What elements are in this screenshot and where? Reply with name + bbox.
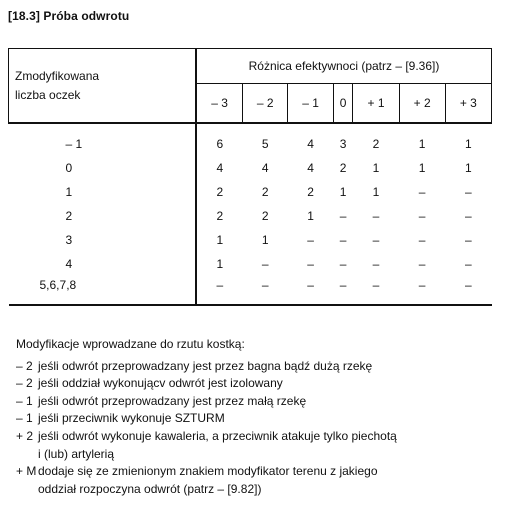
table-cell: – [307, 233, 314, 247]
table-cell: – [339, 209, 347, 223]
table-cell: 2 [372, 137, 380, 151]
modifier-value: – 2 [16, 376, 33, 391]
column-header: + 1 [353, 84, 399, 123]
table-cell: – [339, 257, 347, 271]
modifier-item [16, 358, 496, 376]
modifiers-list [16, 358, 496, 499]
table-cell: – [196, 276, 243, 305]
modifier-value: – 1 [16, 411, 33, 426]
table-row [9, 276, 492, 305]
table-body [9, 123, 492, 305]
table-cell: 2 [307, 185, 314, 199]
table-cell: – [372, 233, 380, 247]
column-header: – 1 [288, 84, 333, 123]
modifier-item [16, 446, 496, 464]
column-header: – 2 [243, 84, 288, 123]
table-cell: – [288, 276, 333, 305]
row-label: – 1 [9, 123, 197, 156]
table-cell: – [339, 233, 347, 247]
table-cell: – [418, 233, 426, 247]
modifier-text: jeśli odwrót przeprowadzany jest przez małą rzekę [38, 393, 307, 408]
table-row [9, 156, 492, 180]
table-cell: 2 [216, 185, 224, 199]
table-cell: 3 [339, 137, 347, 151]
column-group-header: Różnica efektywnoci (patrz – [9.36]) [196, 49, 492, 84]
table-row [9, 204, 492, 228]
column-header: + 2 [399, 84, 445, 123]
table-cell: – [372, 257, 380, 271]
row-header [9, 49, 197, 124]
table-cell: 1 [339, 185, 347, 199]
modifier-text: oddział rozpoczyna odwrót (patrz – [9.82]) [38, 481, 262, 496]
table-row [9, 228, 492, 252]
table-cell: 1 [465, 137, 472, 151]
table-cell: – [465, 185, 472, 199]
table-cell: – [243, 276, 288, 305]
table-cell: 2 [339, 161, 347, 175]
modifier-item [16, 410, 496, 428]
column-header: – 3 [196, 84, 243, 123]
table-cell: – [418, 185, 426, 199]
table-cell: 1 [372, 161, 380, 175]
table-cell: 4 [261, 161, 269, 175]
modifier-value: – 2 [16, 358, 33, 373]
modifiers-intro: Modyfikacje wprowadzane do rzutu kostką: [16, 337, 245, 351]
table-cell: 1 [418, 137, 426, 151]
row-label: 3 [9, 228, 197, 252]
table-cell: 6 [216, 137, 224, 151]
column-header: + 3 [445, 84, 491, 123]
modifier-text: jeśli odwrót wykonuje kawaleria, a przeciwnik atakuje tylko piechotą [38, 428, 397, 443]
modifier-item [16, 375, 496, 393]
table-cell: – [307, 257, 314, 271]
modifier-text: jeśli oddział wykonującv odwrót jest izolowany [38, 376, 283, 391]
table-cell: 1 [216, 233, 224, 247]
row-label: 4 [9, 252, 197, 276]
modifier-item [16, 393, 496, 411]
table-cell: 4 [307, 161, 314, 175]
modifier-text: dodaje się ze zmienionym znakiem modyfikator terenu z jakiego [38, 464, 378, 479]
table-row [9, 123, 492, 156]
modifier-item [16, 463, 496, 481]
row-label: 0 [9, 156, 197, 180]
table-cell: 4 [307, 137, 314, 151]
table-cell: 1 [418, 161, 426, 175]
modifier-value [16, 481, 38, 499]
table-cell: – [418, 209, 426, 223]
retreat-table [8, 48, 492, 306]
table-cell: 2 [261, 185, 269, 199]
table-cell: 2 [216, 209, 224, 223]
modifier-value: + M [16, 464, 37, 479]
table-cell: 1 [307, 209, 314, 223]
table-cell: 1 [465, 161, 472, 175]
modifier-value: – 1 [16, 393, 33, 408]
table-row [9, 252, 492, 276]
table-cell: 1 [261, 233, 269, 247]
modifier-value: + 2 [16, 428, 34, 443]
modifiers-section [16, 336, 496, 498]
table-cell: – [372, 209, 380, 223]
modifier-item [16, 481, 496, 499]
table-row [9, 180, 492, 204]
table-cell: 5 [261, 137, 269, 151]
column-header: 0 [333, 84, 353, 123]
table-cell: – [465, 233, 472, 247]
table-cell: – [418, 257, 426, 271]
table-cell: 1 [372, 185, 380, 199]
section-title: [18.3] Próba odwrotu [8, 9, 130, 23]
table-cell: 2 [261, 209, 269, 223]
table-cell: – [333, 276, 353, 305]
table-cell: 1 [216, 257, 224, 271]
table-cell: 4 [216, 161, 224, 175]
modifier-text: jeśli odwrót przeprowadzany jest przez bagna bądź dużą rzekę [38, 358, 373, 373]
row-header-line2: liczba oczek [15, 87, 81, 102]
table-cell: – [465, 209, 472, 223]
row-label: 5,6,7,8 [9, 276, 197, 305]
row-header-line1: Zmodyfikowana [15, 68, 100, 83]
table-cell: – [465, 257, 472, 271]
row-label: 2 [9, 204, 197, 228]
modifier-item [16, 428, 496, 446]
table-cell: – [261, 257, 269, 271]
modifier-value [16, 446, 38, 464]
table-cell: – [445, 276, 491, 305]
modifier-text: jeśli przeciwnik wykonuje SZTURM [38, 411, 225, 426]
modifier-text: i (lub) artylerią [38, 446, 115, 461]
table-cell: – [399, 276, 445, 305]
table-cell: – [353, 276, 399, 305]
row-label: 1 [9, 180, 197, 204]
